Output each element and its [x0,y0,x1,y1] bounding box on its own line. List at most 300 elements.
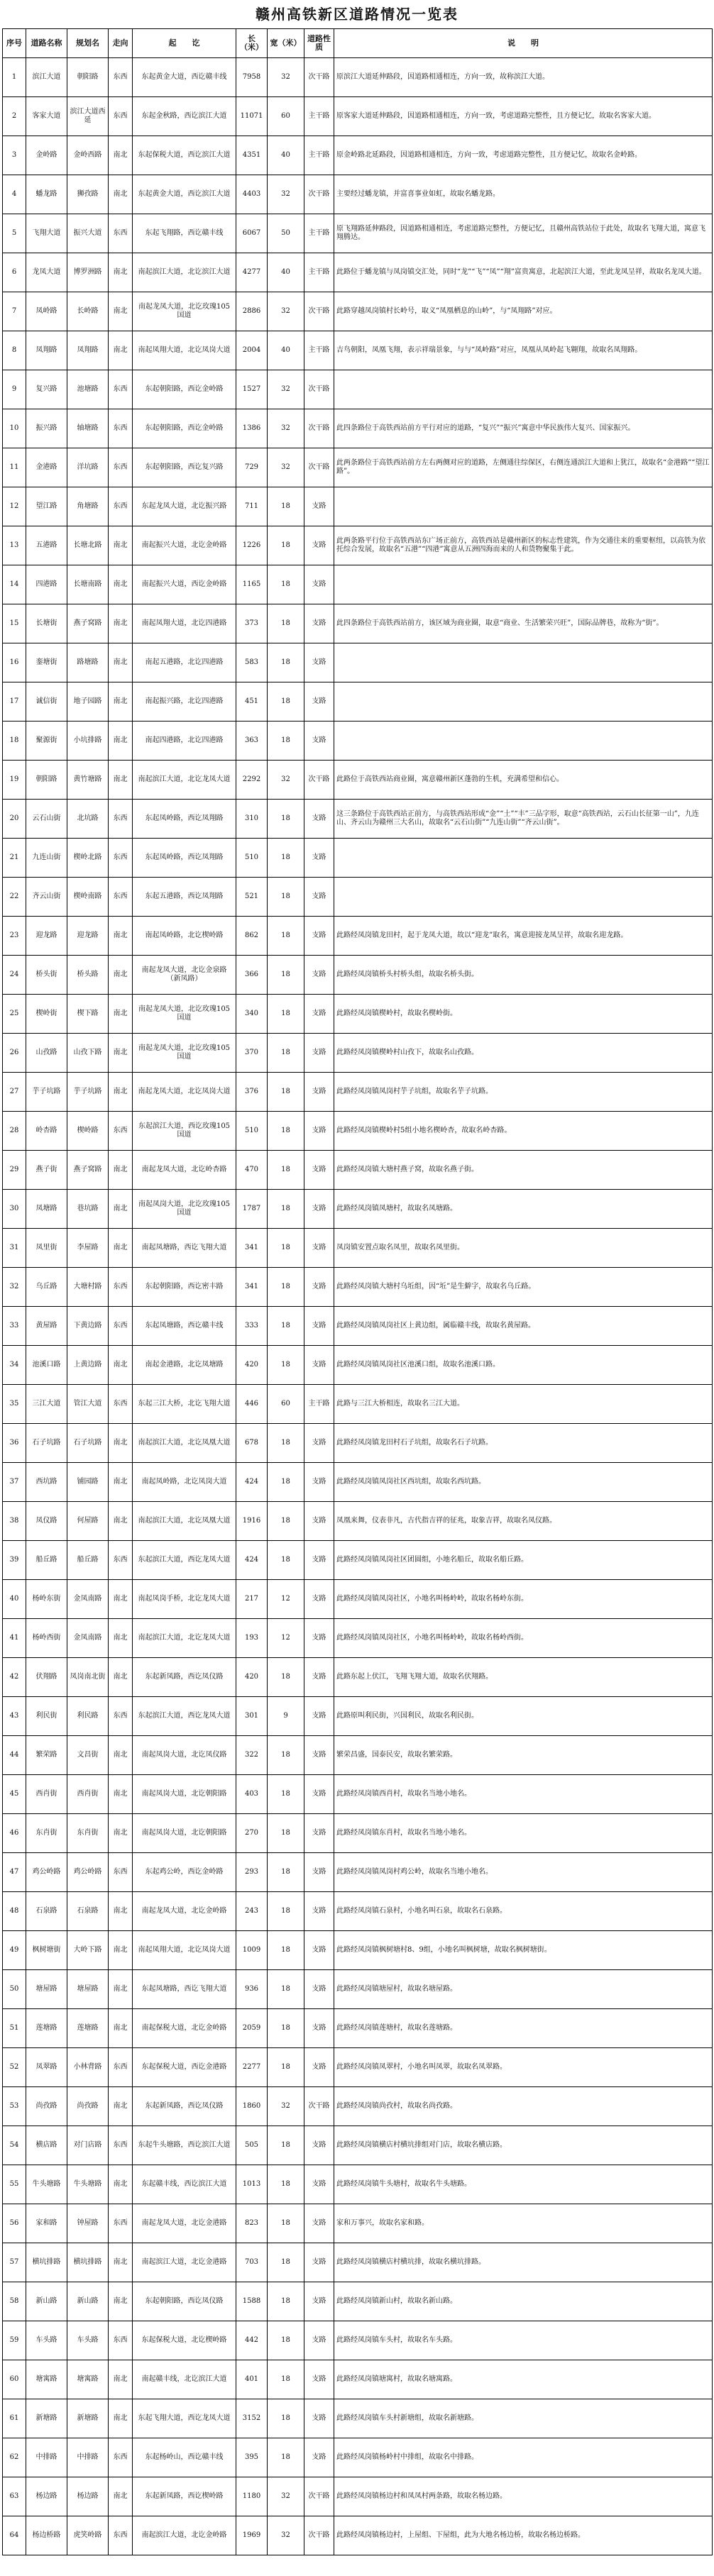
cell-road-type: 次干路 [304,761,334,800]
cell-index: 54 [3,2126,26,2165]
cell-length: 510 [236,1112,268,1151]
cell-width: 12 [268,1580,304,1619]
cell-planned-name: 尚孜路 [67,2087,109,2126]
cell-description: 原滨江大道延伸路段，因道路相通相连，方向一致，故称滨江大道。 [334,58,713,97]
cell-index: 12 [3,487,26,526]
cell-index: 17 [3,682,26,722]
cell-road-type: 支路 [304,2009,334,2048]
cell-length: 1165 [236,565,268,604]
cell-road-name: 燕子街 [26,1151,67,1190]
cell-description [334,370,713,409]
cell-description: 此路经凤岗镇新山村，故取名新山路。 [334,2282,713,2321]
table-row [3,1034,713,1073]
cell-road-name: 莲塘路 [26,2009,67,2048]
cell-road-type: 主干路 [304,1385,334,1424]
table-row [3,1736,713,1775]
table-row [3,2321,713,2360]
cell-index: 1 [3,58,26,97]
cell-description: 凤岗镇安置点取名凤里，故取名凤里街。 [334,1229,713,1268]
cell-start-end: 东起金秋路，西讫滨江大道 [133,97,236,136]
cell-width: 18 [268,2438,304,2477]
cell-road-name: 四港路 [26,565,67,604]
cell-description: 此路经凤岗镇塘寓村，故取名塘寓路。 [334,2360,713,2399]
cell-width: 9 [268,1697,304,1736]
cell-width: 18 [268,643,304,682]
cell-index: 59 [3,2321,26,2360]
cell-road-name: 东肖街 [26,1814,67,1853]
cell-planned-name: 莲塘路 [67,2009,109,2048]
cell-direction: 南北 [109,1970,133,2009]
cell-length: 4277 [236,253,268,292]
cell-start-end: 南起龙凤大道，北讫金岭路 [133,1892,236,1931]
cell-start-end: 南起龙凤大道，北讫凤岗大道 [133,1073,236,1112]
cell-length: 376 [236,1073,268,1112]
cell-direction: 南北 [109,526,133,565]
cell-description: 此路经凤岗镇龙田村石子坑组，故取名石子坑路。 [334,1424,713,1463]
cell-width: 18 [268,1112,304,1151]
cell-width: 18 [268,839,304,878]
cell-width: 32 [268,2516,304,2555]
table-row [3,2009,713,2048]
cell-description: 这三条路位于高铁西站正前方，与高铁西站形成“金”“土”“丰”三品字形，取意“高铁西站，云石山长征第一山”，九连山、齐云山为赣州三大名山，故取名“云石山街”“九连山街”“齐云山街”。 [334,800,713,839]
table-row [3,1580,713,1619]
cell-road-type: 支路 [304,2399,334,2438]
cell-index: 34 [3,1346,26,1385]
table-row [3,1385,713,1424]
cell-planned-name: 长塘南路 [67,565,109,604]
cell-index: 19 [3,761,26,800]
cell-road-type: 支路 [304,2321,334,2360]
cell-start-end: 南起龙凤大道，北讫金港路 [133,2204,236,2243]
table-row [3,682,713,722]
cell-road-type: 支路 [304,487,334,526]
cell-width: 18 [268,565,304,604]
cell-description: 此路经凤岗镇凤岗社区池溪口组，故取名池溪口路。 [334,1346,713,1385]
cell-length: 420 [236,1346,268,1385]
cell-direction: 东西 [109,800,133,839]
cell-index: 32 [3,1268,26,1307]
cell-index: 38 [3,1502,26,1541]
table-row [3,1970,713,2009]
cell-start-end: 南起凤岭路，北讫楔岭路 [133,917,236,956]
cell-direction: 东西 [109,2438,133,2477]
cell-start-end: 南起滨江大道，北讫凤凰大道 [133,1502,236,1541]
cell-planned-name: 塘寓路 [67,2360,109,2399]
cell-direction: 南北 [109,956,133,995]
cell-width: 32 [268,761,304,800]
cell-planned-name: 桥头路 [67,956,109,995]
cell-length: 403 [236,1775,268,1814]
cell-width: 32 [268,2477,304,2516]
cell-description: 此路经凤岗镇杨边村和凤凤村两条路，故取名杨边路。 [334,2477,713,2516]
cell-direction: 东西 [109,1307,133,1346]
cell-road-type: 次干路 [304,292,334,331]
cell-direction: 南北 [109,1463,133,1502]
cell-direction: 南北 [109,1931,133,1970]
cell-length: 373 [236,604,268,643]
cell-start-end: 南起凤岗手桥，北讫龙凤大道 [133,1580,236,1619]
cell-road-name: 横店路 [26,2126,67,2165]
cell-start-end: 南起凤翔大道，北讫凤岗大道 [133,331,236,370]
cell-planned-name: 楔岭北路 [67,839,109,878]
cell-direction: 南北 [109,995,133,1034]
cell-road-name: 石泉路 [26,1892,67,1931]
cell-width: 32 [268,175,304,214]
cell-direction: 南北 [109,1892,133,1931]
table-row [3,1697,713,1736]
cell-length: 2292 [236,761,268,800]
cell-planned-name: 东肖街 [67,1814,109,1853]
cell-planned-name: 楔下路 [67,995,109,1034]
cell-index: 24 [3,956,26,995]
cell-width: 18 [268,1346,304,1385]
cell-planned-name: 北坑路 [67,800,109,839]
cell-planned-name: 洋坑路 [67,448,109,487]
cell-description: 此路经凤岗镇凤岗社区团圆组，小地名船丘，故取名船丘路。 [334,1541,713,1580]
cell-start-end: 东起鸡公岭，西讫金岭路 [133,1853,236,1892]
cell-road-name: 振兴路 [26,409,67,448]
cell-road-type: 支路 [304,2126,334,2165]
cell-length: 7958 [236,58,268,97]
table-row [3,97,713,136]
cell-width: 12 [268,1619,304,1658]
cell-road-type: 支路 [304,2165,334,2204]
cell-road-type: 次干路 [304,2087,334,2126]
cell-description [334,682,713,722]
cell-road-name: 杨边路 [26,2477,67,2516]
cell-start-end: 东起赣丰线，西讫滨江大道 [133,2165,236,2204]
cell-direction: 南北 [109,1775,133,1814]
cell-start-end: 南起凤岗大道，北讫朝阳路 [133,1814,236,1853]
cell-start-end: 南起振兴大道，西讫金岭路 [133,565,236,604]
cell-index: 41 [3,1619,26,1658]
cell-planned-name: 船丘路 [67,1541,109,1580]
cell-width: 18 [268,878,304,917]
cell-index: 46 [3,1814,26,1853]
cell-road-name: 凤仪路 [26,1502,67,1541]
cell-description: 此路经凤岗镇尚孜村，故取名尚孜路。 [334,2087,713,2126]
cell-start-end: 东起朝阳路，西讫金岭路 [133,409,236,448]
cell-road-name: 长塘街 [26,604,67,643]
cell-description: 此路经凤岗镇杨岭村中排组，故取名中排路。 [334,2438,713,2477]
cell-road-name: 黄屋路 [26,1307,67,1346]
cell-road-type: 支路 [304,1034,334,1073]
cell-description: 此路经凤岗镇莲塘村，故取名莲塘路。 [334,2009,713,2048]
cell-length: 193 [236,1619,268,1658]
cell-description: 此路经凤岗镇车头村，故取名车头路。 [334,2321,713,2360]
cell-length: 2059 [236,2009,268,2048]
table-row [3,995,713,1034]
table-row [3,956,713,995]
cell-description: 此路经凤岗镇桥头村桥头组，故取名桥头街。 [334,956,713,995]
cell-length: 1527 [236,370,268,409]
cell-planned-name: 燕子窝路 [67,604,109,643]
cell-width: 18 [268,1268,304,1307]
cell-length: 678 [236,1424,268,1463]
table-row [3,214,713,253]
cell-length: 1916 [236,1502,268,1541]
cell-width: 18 [268,956,304,995]
cell-road-name: 车头路 [26,2321,67,2360]
cell-planned-name: 利民路 [67,1697,109,1736]
table-row [3,136,713,175]
cell-start-end: 南起五港路，北讫四港路 [133,643,236,682]
cell-index: 37 [3,1463,26,1502]
cell-road-type: 次干路 [304,409,334,448]
cell-start-end: 东起凤塘路，西讫赣丰线 [133,1307,236,1346]
cell-length: 333 [236,1307,268,1346]
cell-road-type: 支路 [304,1697,334,1736]
cell-width: 40 [268,331,304,370]
cell-direction: 南北 [109,1658,133,1697]
cell-road-type: 支路 [304,2048,334,2087]
cell-start-end: 南起龙凤大道，北讫金泉路（新凤路） [133,956,236,995]
cell-length: 341 [236,1229,268,1268]
cell-direction: 南北 [109,331,133,370]
cell-length: 1787 [236,1190,268,1229]
cell-length: 310 [236,800,268,839]
table-row [3,604,713,643]
cell-index: 14 [3,565,26,604]
cell-planned-name: 燕子窝路 [67,1151,109,1190]
cell-start-end: 南起凤翔大道，北讫凤岗大道 [133,1931,236,1970]
cell-index: 55 [3,2165,26,2204]
cell-direction: 南北 [109,1034,133,1073]
cell-width: 18 [268,1775,304,1814]
cell-length: 470 [236,1151,268,1190]
table-row [3,800,713,839]
cell-index: 36 [3,1424,26,1463]
cell-index: 25 [3,995,26,1034]
cell-planned-name: 山孜下路 [67,1034,109,1073]
cell-description [334,839,713,878]
cell-width: 18 [268,1853,304,1892]
cell-road-type: 支路 [304,1307,334,1346]
cell-direction: 南北 [109,1502,133,1541]
cell-road-name: 銮塘街 [26,643,67,682]
cell-description: 吉鸟朝阳，凤凰飞翔，表示祥瑞景象，与与“凤岭路”对应，凤凰从凤岭起飞翱翔，故取名凤翔路。 [334,331,713,370]
cell-width: 18 [268,1931,304,1970]
cell-start-end: 南起龙凤大道，北讫岭杏路 [133,1151,236,1190]
cell-road-name: 西坑路 [26,1463,67,1502]
cell-direction: 南北 [109,1346,133,1385]
cell-start-end: 东起新凤路，西讫楔岭路 [133,2477,236,2516]
cell-length: 363 [236,722,268,761]
cell-direction: 南北 [109,1619,133,1658]
cell-direction: 南北 [109,175,133,214]
cell-description: 此路与三江大桥相连，故取名三江大道。 [334,1385,713,1424]
cell-road-name: 蟠龙路 [26,175,67,214]
cell-planned-name: 楔岭南路 [67,878,109,917]
cell-planned-name: 新山路 [67,2282,109,2321]
cell-direction: 东西 [109,2126,133,2165]
cell-direction: 南北 [109,2009,133,2048]
cell-width: 18 [268,800,304,839]
cell-start-end: 东起朝阳路，西讫复兴路 [133,448,236,487]
cell-road-name: 杨边桥路 [26,2516,67,2555]
table-row [3,643,713,682]
cell-direction: 南北 [109,917,133,956]
cell-length: 301 [236,1697,268,1736]
cell-width: 18 [268,1658,304,1697]
cell-length: 4351 [236,136,268,175]
cell-description: 此路经凤岗镇楔岭村山孜下，故取名山孜路。 [334,1034,713,1073]
cell-index: 33 [3,1307,26,1346]
cell-description: 此路经凤岗镇大塘村燕子窝，故取名燕子街。 [334,1151,713,1190]
cell-index: 11 [3,448,26,487]
cell-road-type: 支路 [304,2243,334,2282]
table-row [3,409,713,448]
cell-road-type: 支路 [304,1463,334,1502]
cell-start-end: 南起凤翔大道，北讫四港路 [133,604,236,643]
table-row [3,722,713,761]
cell-planned-name: 迎龙路 [67,917,109,956]
cell-width: 60 [268,1385,304,1424]
cell-index: 35 [3,1385,26,1424]
cell-road-name: 齐云山街 [26,878,67,917]
cell-width: 32 [268,2087,304,2126]
cell-width: 18 [268,1463,304,1502]
cell-road-type: 支路 [304,1931,334,1970]
cell-index: 39 [3,1541,26,1580]
cell-road-name: 三江大道 [26,1385,67,1424]
table-row [3,2438,713,2477]
cell-width: 18 [268,2204,304,2243]
cell-description: 此路经凤岗镇凤岗社区西坑组，故取名西坑路。 [334,1463,713,1502]
cell-index: 27 [3,1073,26,1112]
cell-direction: 南北 [109,2477,133,2516]
cell-planned-name: 路塘路 [67,643,109,682]
cell-direction: 东西 [109,2048,133,2087]
cell-road-type: 支路 [304,722,334,761]
cell-start-end: 东起凤塘路，西讫飞翔大道 [133,1970,236,2009]
cell-description: 此两条路平行位于高铁西站东广场正前方，高铁西站是赣州新区的标志性建筑，作为交通往来的重要枢纽，以高铁为依托综合发展，故取名“五港”“四港”寓意从五洲四海而来的人和货物聚集于此。 [334,526,713,565]
cell-width: 18 [268,1736,304,1775]
cell-road-name: 塘寓路 [26,2360,67,2399]
cell-description: 此路经凤岗镇横店村横坑排组对门店，故取名横店路。 [334,2126,713,2165]
cell-width: 18 [268,2165,304,2204]
cell-planned-name: 车头路 [67,2321,109,2360]
cell-width: 18 [268,2243,304,2282]
cell-length: 729 [236,448,268,487]
cell-start-end: 东起飞翔路，西讫赣丰线 [133,214,236,253]
cell-start-end: 南起滨江大道，北讫龙凤大道 [133,1619,236,1658]
cell-planned-name: 金岭西路 [67,136,109,175]
cell-start-end: 东起凤岭路，西讫凤翔路 [133,839,236,878]
table-row [3,1502,713,1541]
table-row [3,1190,713,1229]
cell-width: 18 [268,1970,304,2009]
cell-planned-name: 何屋路 [67,1502,109,1541]
cell-width: 18 [268,1541,304,1580]
cell-road-type: 支路 [304,1658,334,1697]
cell-description: 凤凰来舞，仪表非凡，古代指吉祥的征兆，取象吉祥，故取名凤仪路。 [334,1502,713,1541]
cell-start-end: 南起四港路，北讫四港路 [133,722,236,761]
header-road-name: 道路名称 [26,29,67,58]
cell-planned-name: 大岭下路 [67,1931,109,1970]
table-row [3,2243,713,2282]
cell-length: 3152 [236,2399,268,2438]
cell-road-name: 尚孜路 [26,2087,67,2126]
cell-start-end: 南起金港路，北讫凤塘路 [133,1346,236,1385]
cell-start-end: 东起新凤路，西讫凤仪路 [133,2087,236,2126]
cell-start-end: 南起保税大道，北讫金岭路 [133,2009,236,2048]
cell-road-name: 凤翔路 [26,331,67,370]
cell-road-name: 山孜路 [26,1034,67,1073]
cell-road-type: 次干路 [304,448,334,487]
cell-start-end: 东起朝阳路，西讫金岭路 [133,370,236,409]
cell-index: 40 [3,1580,26,1619]
cell-start-end: 东起滨江大道，西讫龙凤大道 [133,1541,236,1580]
cell-index: 50 [3,1970,26,2009]
cell-length: 4403 [236,175,268,214]
cell-road-name: 芋子坑路 [26,1073,67,1112]
cell-planned-name: 钟屋路 [67,2204,109,2243]
cell-length: 217 [236,1580,268,1619]
table-row [3,1619,713,1658]
table-header-row [3,29,713,58]
cell-direction: 东西 [109,839,133,878]
cell-description [334,643,713,682]
cell-road-type: 支路 [304,1229,334,1268]
cell-length: 6067 [236,214,268,253]
cell-direction: 东西 [109,1541,133,1580]
cell-planned-name: 长岭路 [67,292,109,331]
cell-description: 此路经凤岗镇塘屋村，故取名塘屋路。 [334,1970,713,2009]
cell-width: 18 [268,682,304,722]
cell-length: 1386 [236,409,268,448]
cell-description: 此路经凤岗镇龙田村，起于龙凤大道，故以“迎龙”取名，寓意迎接龙凤呈祥，故取名迎龙路。 [334,917,713,956]
table-row [3,2477,713,2516]
cell-index: 23 [3,917,26,956]
cell-length: 2004 [236,331,268,370]
table-row [3,253,713,292]
cell-road-type: 支路 [304,565,334,604]
cell-direction: 东西 [109,2204,133,2243]
table-row [3,1463,713,1502]
cell-width: 18 [268,2321,304,2360]
cell-index: 9 [3,370,26,409]
cell-index: 57 [3,2243,26,2282]
cell-description: 此路经凤岗镇凤岗社区，小地名叫杨岭岭，故取名杨岭西街。 [334,1619,713,1658]
table-row [3,1931,713,1970]
cell-start-end: 南起凤岗大道，北讫凤仪路 [133,1736,236,1775]
cell-description: 此路经凤岗镇凤翠村，小地名叫凤翠，故取名凤翠路。 [334,2048,713,2087]
cell-width: 32 [268,58,304,97]
cell-start-end: 南起振兴大道，北讫金岭路 [133,526,236,565]
cell-road-type: 支路 [304,839,334,878]
cell-index: 13 [3,526,26,565]
cell-index: 10 [3,409,26,448]
cell-length: 510 [236,839,268,878]
cell-length: 322 [236,1736,268,1775]
cell-description: 原飞翔路延伸路段，因道路相通相连，考虑道路完整性，方便记忆，且赣州高铁站位于此处，故取名飞翔大道，寓意飞翔腾达。 [334,214,713,253]
cell-description: 此路经凤岗镇楔岭村，故取名楔岭街。 [334,995,713,1034]
cell-width: 18 [268,1814,304,1853]
cell-direction: 南北 [109,722,133,761]
cell-road-type: 支路 [304,917,334,956]
cell-direction: 南北 [109,136,133,175]
cell-direction: 南北 [109,2087,133,2126]
cell-road-type: 主干路 [304,331,334,370]
cell-length: 1969 [236,2516,268,2555]
cell-planned-name: 凤岗南北街 [67,1658,109,1697]
cell-width: 18 [268,1151,304,1190]
cell-road-type: 支路 [304,1853,334,1892]
cell-start-end: 南起赣丰线，北讫滨江大道 [133,2360,236,2399]
cell-road-name: 朝阳路 [26,761,67,800]
cell-road-name: 云石山街 [26,800,67,839]
